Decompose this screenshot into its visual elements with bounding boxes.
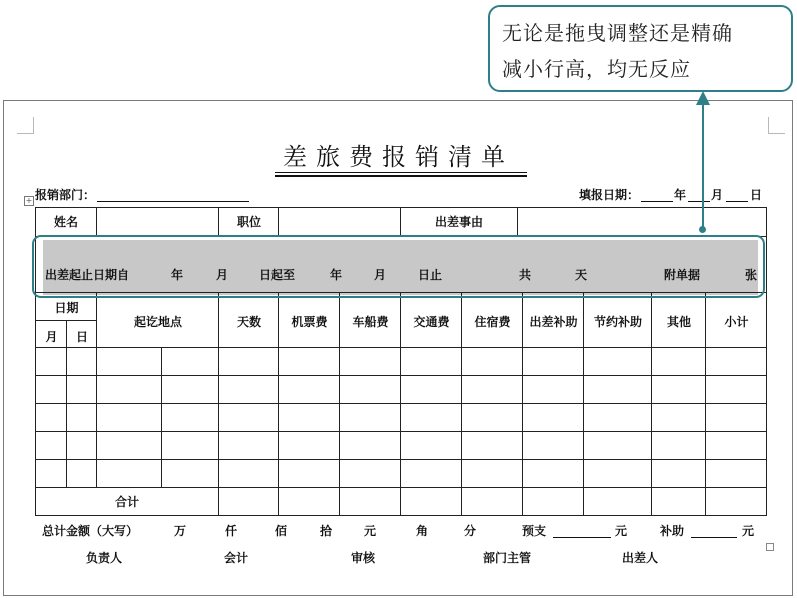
form-title: 差旅费报销清单	[283, 143, 514, 171]
header-lodging: 住宿费	[474, 315, 511, 329]
position-label: 职位	[236, 215, 261, 229]
trip-start-label: 出差起止日期自	[45, 268, 130, 282]
unit-bai: 佰	[275, 524, 288, 538]
callout-line-1: 无论是拖曳调整还是精确	[502, 21, 733, 45]
header-saving: 节约补助	[593, 315, 642, 329]
fill-year-field[interactable]	[641, 188, 673, 202]
trip-year2-label: 年	[330, 268, 343, 282]
attachments-label: 附单据	[664, 268, 701, 282]
margin-corner-top-right	[768, 117, 785, 134]
unit-yuan: 元	[364, 524, 377, 538]
callout-line-2: 减小行高，均无反应	[502, 57, 691, 81]
title-underline	[275, 172, 527, 173]
header-month: 月	[45, 330, 58, 344]
trip-month1-label: 月	[216, 268, 229, 282]
trip-day-to-label: 日止	[418, 268, 443, 282]
subsidy-yuan: 元	[742, 524, 755, 538]
trip-month2-label: 月	[374, 268, 387, 282]
header-allowance: 出差补助	[529, 315, 578, 329]
header-boat: 车船费	[352, 315, 389, 329]
trip-year1-label: 年	[171, 268, 184, 282]
advance-label: 预支	[522, 524, 547, 538]
name-label: 姓名	[53, 215, 78, 229]
trip-day-from-label: 日起至	[259, 268, 296, 282]
trip-total-label: 共	[519, 268, 532, 282]
fill-month-field[interactable]	[688, 188, 710, 202]
title-underline-thick	[275, 175, 527, 177]
margin-corner-top-left	[17, 117, 34, 134]
table-move-handle-icon[interactable]: +	[25, 196, 33, 205]
header-airfare: 机票费	[291, 315, 328, 329]
header-transport: 交通费	[413, 315, 450, 329]
fill-day-field[interactable]	[726, 188, 748, 202]
callout-arrow-head-icon	[696, 91, 710, 105]
header-days: 天数	[236, 315, 261, 329]
subsidy-label: 补助	[660, 524, 685, 538]
unit-shi: 拾	[320, 524, 333, 538]
dept-label: 报销部门：	[35, 188, 96, 202]
trip-days-label: 天	[575, 268, 588, 282]
unit-wan: 万	[174, 524, 187, 538]
sign-auditor: 审核	[351, 551, 376, 565]
sign-accountant: 会计	[224, 551, 249, 565]
advance-yuan: 元	[615, 524, 628, 538]
sign-traveler: 出差人	[622, 551, 659, 565]
callout-note	[488, 5, 793, 92]
sign-dept-head: 部门主管	[483, 551, 532, 565]
header-subtotal: 小计	[724, 315, 749, 329]
sheets-label: 张	[745, 268, 758, 282]
unit-fen: 分	[464, 524, 477, 538]
highlight-annotation-box	[32, 235, 765, 298]
callout-arrow-line	[702, 104, 704, 228]
callout-arrow-dot	[699, 226, 706, 233]
fill-day-label: 日	[750, 188, 763, 202]
advance-field[interactable]	[553, 524, 611, 538]
total-amount-label: 总计金额（大写）	[42, 524, 139, 538]
header-date: 日期	[54, 301, 79, 315]
dept-field[interactable]	[97, 188, 249, 202]
header-day: 日	[75, 330, 88, 344]
reason-label: 出差事由	[434, 215, 483, 229]
fill-year-label: 年	[674, 188, 687, 202]
unit-qian: 仟	[225, 524, 238, 538]
table-resize-handle[interactable]	[766, 543, 774, 551]
header-other: 其他	[666, 315, 691, 329]
sign-manager: 负责人	[86, 551, 123, 565]
header-route: 起讫地点	[133, 315, 182, 329]
fill-month-label: 月	[711, 188, 724, 202]
unit-jiao: 角	[416, 524, 429, 538]
fill-date-label: 填报日期：	[579, 188, 640, 202]
subsidy-field[interactable]	[691, 524, 737, 538]
subtotal-label: 合计	[114, 495, 139, 509]
